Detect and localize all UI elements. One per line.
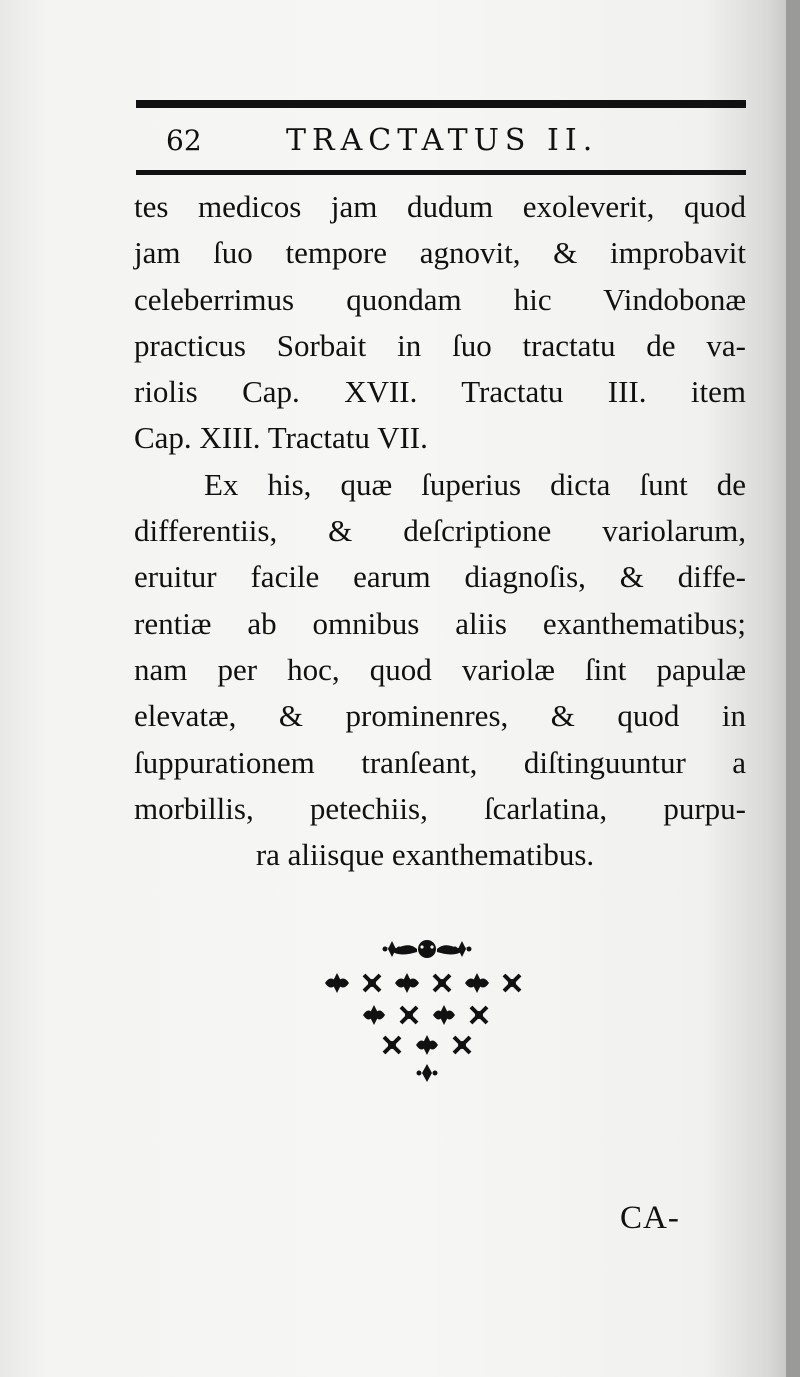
text-line: differentiis, & deſcriptione variolarum,	[134, 513, 746, 549]
text-line: morbillis, petechiis, ſcarlatina, purpu-	[134, 790, 746, 826]
text-line: tes medicos jam dudum exoleverit, quod	[134, 189, 746, 224]
paragraph-first-line: Ex his, quæ ſuperius dicta ſunt de	[204, 466, 746, 502]
text-line: eruitur facile earum diagnoſis, & diffe-	[134, 559, 746, 595]
text-line: ſuppurationem tranſeant, diſtinguuntur a	[134, 744, 746, 780]
fleuron-tailpiece-icon	[322, 935, 532, 1085]
text-line: jam ſuo tempore agnovit, & improbavit	[134, 235, 746, 271]
body-text	[134, 184, 746, 878]
text-line: elevatæ, & prominenres, & quod in	[134, 698, 746, 734]
text-line-final: ra aliisque exanthematibus.	[255, 837, 595, 873]
text-line: practicus Sorbait in ſuo tractatu de va-	[134, 327, 746, 363]
page-edge-shadow	[786, 0, 800, 1377]
page-number: 62	[166, 124, 202, 157]
text-line: Cap. XIII. Tractatu VII.	[134, 420, 428, 456]
catchword: CA-	[620, 1200, 680, 1236]
text-line: nam per hoc, quod variolæ ſint papulæ	[134, 651, 746, 687]
running-title: TRACTATUS II.	[286, 123, 599, 158]
header-rule-top	[136, 100, 746, 108]
text-line: rentiæ ab omnibus aliis exanthematibus;	[134, 605, 746, 641]
text-line: celeberrimus quondam hic Vindobonæ	[134, 281, 746, 317]
header-rule-bottom	[136, 170, 746, 175]
running-header	[136, 118, 746, 164]
text-line: riolis Cap. XVII. Tractatu III. item	[134, 374, 746, 410]
